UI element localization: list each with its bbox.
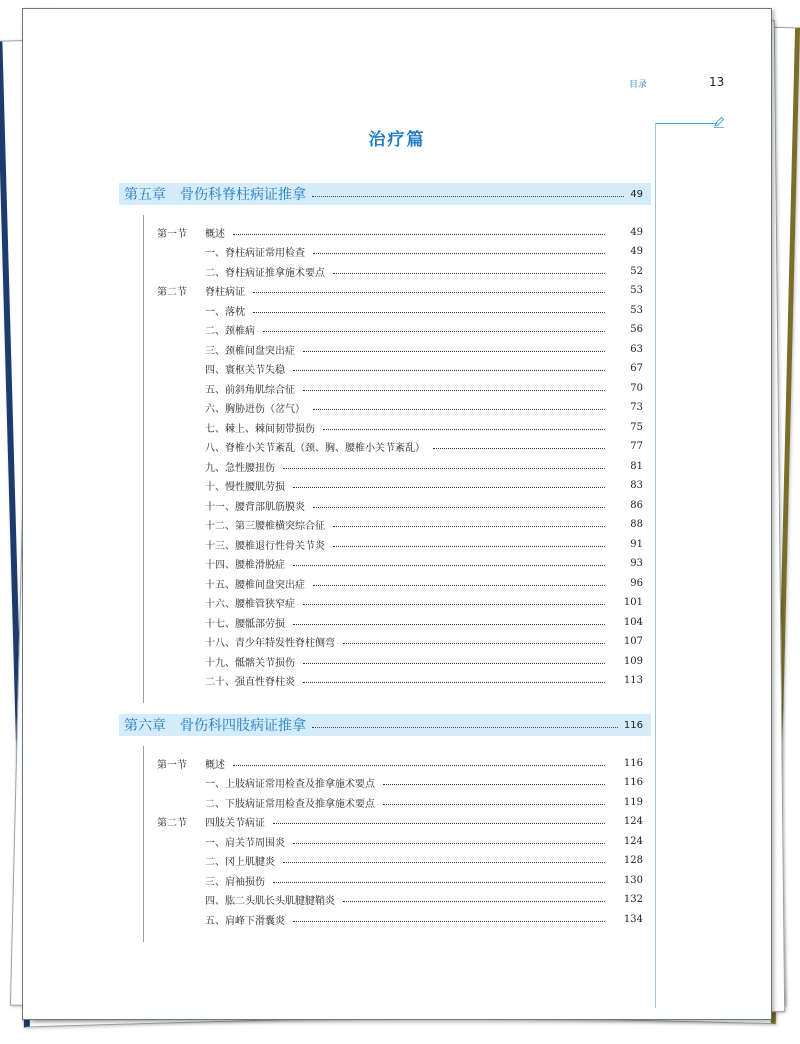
- entry-page-number: 49: [630, 246, 643, 257]
- leader-dots: [313, 507, 605, 508]
- entry-title: 十六、腰椎管狭窄症: [205, 599, 295, 610]
- leader-dots: [253, 292, 605, 293]
- toc-entry[interactable]: [157, 496, 643, 514]
- toc-entry[interactable]: [157, 672, 643, 690]
- leader-dots: [293, 624, 605, 625]
- leader-dots: [273, 823, 605, 824]
- entry-title: 十九、骶髂关节损伤: [205, 657, 295, 669]
- toc-entry[interactable]: [157, 282, 643, 300]
- toc-entry[interactable]: [157, 516, 643, 534]
- entry-title: 五、前斜角肌综合征: [205, 384, 295, 396]
- entry-page-number: 101: [623, 597, 643, 608]
- entry-title: 八、脊椎小关节紊乱（颈、胸、腰椎小关节紊乱）: [205, 443, 425, 454]
- chapter-page-number: 49: [630, 188, 643, 200]
- leader-dots: [303, 604, 605, 605]
- toc-entry[interactable]: [157, 891, 643, 909]
- toc-entry[interactable]: [157, 379, 643, 397]
- table-of-contents: [23, 9, 771, 1019]
- entry-title: 二、脊柱病证推拿施术要点: [205, 267, 325, 279]
- entry-page-number: 86: [630, 499, 643, 511]
- leader-dots: [333, 526, 605, 527]
- entry-page-number: 56: [630, 324, 643, 335]
- leader-dots: [233, 765, 605, 766]
- entry-title: 二、冈上肌腱炎: [205, 857, 275, 868]
- chapter-heading[interactable]: [119, 714, 651, 736]
- leader-dots: [293, 487, 605, 488]
- leader-dots: [383, 784, 605, 785]
- entry-page-number: 52: [630, 265, 643, 277]
- entry-page-number: 107: [623, 636, 643, 647]
- chapter-heading[interactable]: [119, 183, 651, 205]
- entry-title: 概述: [205, 759, 225, 771]
- entry-title: 十八、青少年特发性脊柱侧弯: [205, 638, 335, 649]
- entry-page-number: 128: [623, 855, 643, 866]
- entry-title: 一、上肢病证常用检查及推拿施术要点: [205, 779, 375, 790]
- entry-page-number: 88: [630, 519, 643, 530]
- entry-page-number: 49: [630, 226, 643, 238]
- toc-entry[interactable]: [157, 438, 643, 456]
- toc-entry[interactable]: [157, 243, 643, 261]
- leader-dots: [333, 546, 605, 547]
- entry-title: 一、脊柱病证常用检查: [205, 248, 305, 259]
- toc-entry[interactable]: [157, 223, 643, 241]
- leader-dots: [303, 390, 605, 391]
- entry-title: 二、下肢病证常用检查及推拿施术要点: [205, 798, 375, 810]
- entry-title: 三、肩袖损伤: [205, 876, 265, 888]
- chapter-title: 第六章 骨伤科四肢病证推拿: [124, 718, 306, 734]
- entry-title: 十三、腰椎退行性骨关节炎: [205, 540, 325, 552]
- entry-title: 六、胸胁迸伤（岔气）: [205, 404, 305, 415]
- entry-title: 一、肩关节周围炎: [205, 837, 285, 849]
- chapter-page-number: 116: [623, 719, 643, 731]
- leader-dots: [283, 862, 605, 863]
- leader-dots: [293, 565, 605, 566]
- entry-title: 脊柱病证: [205, 287, 245, 298]
- part-title: 治疗篇: [368, 130, 426, 150]
- leader-dots: [263, 331, 605, 332]
- leader-dots: [283, 468, 605, 469]
- entry-bracket: [143, 746, 144, 942]
- entry-title: 九、急性腰扭伤: [205, 462, 275, 474]
- entry-page-number: 81: [630, 460, 643, 472]
- toc-entry[interactable]: [157, 910, 643, 928]
- leader-dots: [303, 663, 605, 664]
- toc-page: [22, 8, 772, 1020]
- entry-page-number: 67: [630, 363, 643, 374]
- leader-dots: [303, 351, 605, 352]
- toc-entry[interactable]: [157, 262, 643, 280]
- leader-dots: [323, 429, 605, 430]
- entry-page-number: 53: [630, 304, 643, 316]
- chapter-title: 第五章 骨伤科脊柱病证推拿: [124, 187, 306, 203]
- toc-entry[interactable]: [157, 535, 643, 553]
- leader-dots: [253, 312, 605, 313]
- entry-page-number: 109: [623, 655, 643, 667]
- toc-entry[interactable]: [157, 457, 643, 475]
- entry-title: 七、棘上、棘间韧带损伤: [205, 423, 315, 435]
- entry-page-number: 73: [630, 402, 643, 413]
- entry-page-number: 63: [630, 343, 643, 355]
- toc-entry[interactable]: [157, 301, 643, 319]
- entry-title: 概述: [205, 228, 225, 240]
- entry-title: 一、落枕: [205, 306, 245, 318]
- entry-page-number: 134: [623, 913, 643, 925]
- toc-entry[interactable]: [157, 754, 643, 772]
- entry-title: 十、慢性腰肌劳损: [205, 482, 285, 493]
- entry-page-number: 104: [623, 616, 643, 628]
- entry-page-number: 113: [623, 675, 643, 686]
- entry-title: 五、肩峰下滑囊炎: [205, 915, 285, 927]
- toc-entry[interactable]: [157, 774, 643, 792]
- entry-title: 十七、腰骶部劳损: [205, 618, 285, 630]
- toc-entry[interactable]: [157, 555, 643, 573]
- leader-dots: [233, 234, 605, 235]
- section-number: 第一节: [157, 228, 187, 240]
- entry-title: 十一、腰背部肌筋膜炎: [205, 501, 305, 513]
- toc-entry[interactable]: [157, 652, 643, 670]
- page-number: 13: [709, 75, 725, 89]
- toc-entry[interactable]: [157, 852, 643, 870]
- entry-page-number: 130: [623, 874, 643, 886]
- leader-dots: [343, 643, 605, 644]
- entry-page-number: 77: [630, 441, 643, 452]
- entry-bracket: [143, 215, 144, 703]
- entry-page-number: 75: [630, 421, 643, 433]
- entry-page-number: 132: [623, 894, 643, 905]
- toc-entry[interactable]: [157, 321, 643, 339]
- leader-dots: [313, 409, 605, 410]
- entry-title: 四、寰枢关节失稳: [205, 365, 285, 376]
- running-title: 目录: [629, 80, 648, 90]
- leader-dots: [293, 921, 605, 922]
- toc-entry[interactable]: [157, 813, 643, 831]
- toc-entry[interactable]: [157, 613, 643, 631]
- toc-entry[interactable]: [157, 477, 643, 495]
- section-number: 第一节: [157, 759, 187, 771]
- leader-dots: [303, 682, 605, 683]
- entry-title: 十四、腰椎滑脱症: [205, 560, 285, 571]
- entry-title: 二、颈椎病: [205, 326, 255, 337]
- toc-entry[interactable]: [157, 633, 643, 651]
- leader-dots: [293, 843, 605, 844]
- leader-dots: [273, 882, 605, 883]
- leader-dots: [433, 448, 605, 449]
- leader-dots: [312, 196, 624, 197]
- section-number: 第二节: [157, 818, 187, 829]
- toc-entry[interactable]: [157, 399, 643, 417]
- toc-entry[interactable]: [157, 360, 643, 378]
- toc-entry[interactable]: [157, 594, 643, 612]
- entry-page-number: 124: [623, 835, 643, 847]
- leader-dots: [293, 370, 605, 371]
- entry-page-number: 116: [623, 777, 643, 788]
- entry-page-number: 96: [630, 577, 643, 589]
- entry-page-number: 91: [630, 538, 643, 550]
- entry-page-number: 93: [630, 558, 643, 569]
- entry-title: 十五、腰椎间盘突出症: [205, 579, 305, 591]
- entry-page-number: 116: [623, 757, 643, 769]
- leader-dots: [383, 804, 605, 805]
- leader-dots: [333, 273, 605, 274]
- entry-title: 四肢关节病证: [205, 818, 265, 829]
- toc-entry[interactable]: [157, 574, 643, 592]
- entry-page-number: 124: [623, 816, 643, 827]
- section-number: 第二节: [157, 287, 187, 298]
- entry-title: 二十、强直性脊柱炎: [205, 677, 295, 688]
- entry-page-number: 83: [630, 480, 643, 491]
- leader-dots: [312, 727, 618, 728]
- entry-page-number: 53: [630, 285, 643, 296]
- leader-dots: [313, 253, 605, 254]
- leader-dots: [313, 585, 605, 586]
- toc-entry[interactable]: [157, 832, 643, 850]
- entry-title: 十二、第三腰椎横突综合征: [205, 521, 325, 532]
- toc-entry[interactable]: [157, 871, 643, 889]
- entry-page-number: 70: [630, 382, 643, 394]
- toc-entry[interactable]: [157, 793, 643, 811]
- leader-dots: [343, 901, 605, 902]
- entry-title: 三、颈椎间盘突出症: [205, 345, 295, 357]
- toc-entry[interactable]: [157, 418, 643, 436]
- entry-page-number: 119: [623, 796, 643, 808]
- entry-title: 四、肱二头肌长头肌腱腱鞘炎: [205, 896, 335, 907]
- toc-entry[interactable]: [157, 340, 643, 358]
